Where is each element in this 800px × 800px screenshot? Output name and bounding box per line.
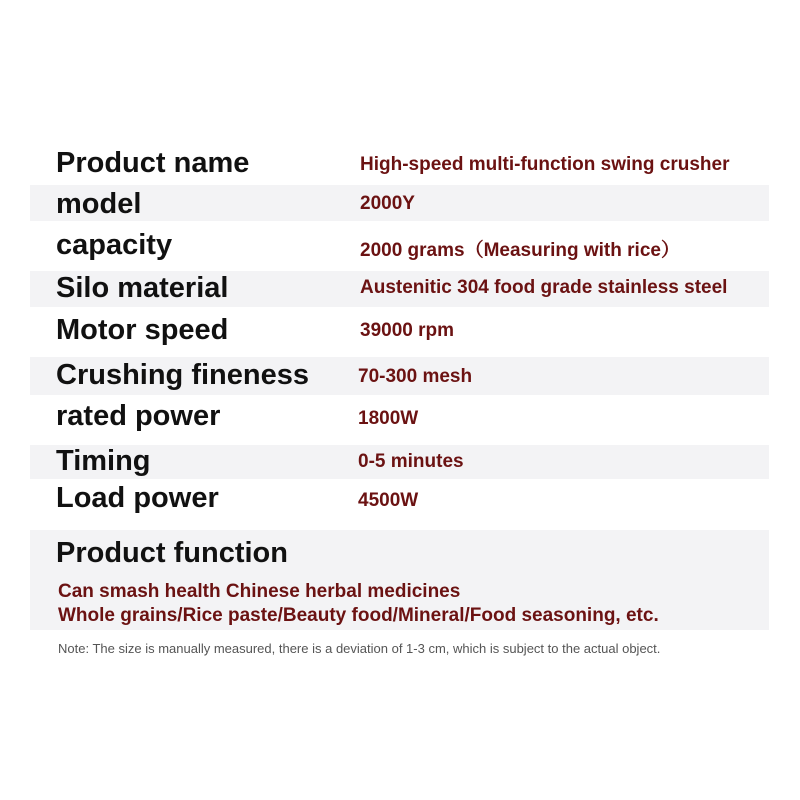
spec-row-model (30, 185, 769, 221)
product-function-line: Whole grains/Rice paste/Beauty food/Mineral/Food seasoning, etc. (58, 605, 659, 626)
spec-label: model (56, 188, 142, 220)
spec-value: 1800W (358, 408, 419, 429)
spec-row-rated-power (30, 395, 769, 445)
spec-label: Crushing fineness (56, 359, 309, 391)
spec-label: Timing (56, 445, 151, 477)
spec-value: 2000 grams（Measuring with rice） (360, 240, 680, 261)
spec-value: 2000Y (360, 193, 415, 214)
measurement-note: Note: The size is manually measured, there is a deviation of 1-3 cm, which is subject to the actual object. (58, 641, 661, 656)
product-function-line: Can smash health Chinese herbal medicines (58, 581, 461, 602)
spec-label: rated power (56, 400, 221, 432)
spec-row-crushing-fineness (30, 357, 769, 395)
product-function-section (30, 530, 769, 630)
product-function-title: Product function (56, 537, 288, 569)
spec-row-timing (30, 445, 769, 479)
spec-label: Product name (56, 147, 250, 179)
spec-row-motor-speed (30, 307, 769, 357)
spec-label: Silo material (56, 272, 229, 304)
spec-row-silo-material (30, 271, 769, 307)
spec-row-load-power (30, 479, 769, 521)
spec-value: 70-300 mesh (358, 366, 473, 387)
spec-label: Load power (56, 482, 219, 514)
spec-value: Austenitic 304 food grade stainless steel (360, 277, 728, 298)
spec-label: capacity (56, 229, 173, 261)
spec-value: High-speed multi-function swing crusher (360, 154, 730, 175)
spec-row-capacity (30, 221, 769, 271)
spec-value: 0-5 minutes (358, 451, 464, 472)
spec-row-product-name (30, 143, 769, 185)
spec-value: 4500W (358, 490, 419, 511)
spec-table (30, 143, 769, 521)
spec-value: 39000 rpm (360, 320, 455, 341)
spec-label: Motor speed (56, 314, 229, 346)
